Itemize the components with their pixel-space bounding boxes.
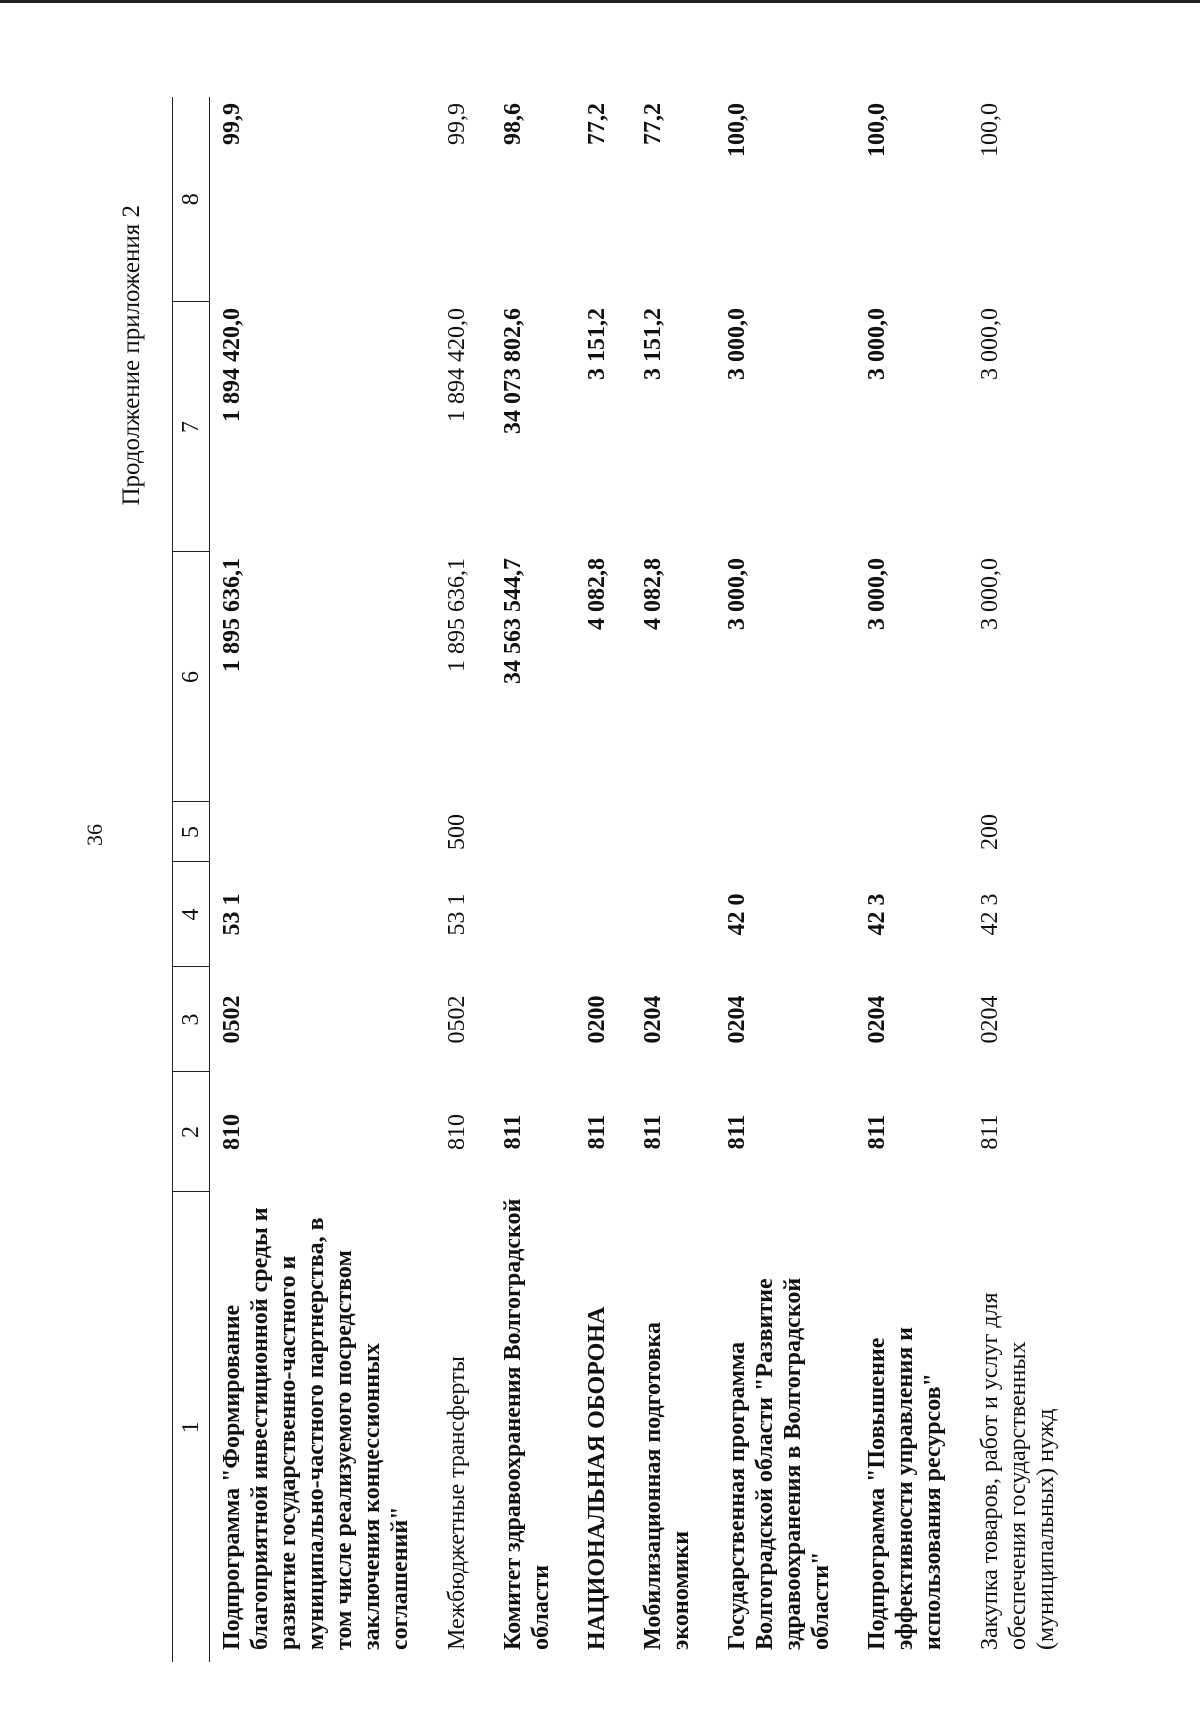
row-percent: 99,9 xyxy=(443,103,470,145)
row-actual-amount: 3 151,2 xyxy=(639,308,666,380)
table-row xyxy=(715,97,855,1662)
row-actual-amount: 1 894 420,0 xyxy=(443,308,470,422)
row-name: Закупка товаров, работ и услуг для обеспечения государственных (муниципальных) нужд xyxy=(976,1292,1059,1650)
row-planned-amount: 1 895 636,1 xyxy=(219,558,245,672)
row-section-code: 0204 xyxy=(976,995,1003,1044)
header-col-8: 8 xyxy=(173,97,210,302)
row-expense-type: 500 xyxy=(443,814,470,850)
row-percent: 100,0 xyxy=(864,103,891,157)
row-name: Подпрограмма "Повышение эффективности управления и использования ресурсов" xyxy=(864,1326,947,1650)
header-col-7: 7 xyxy=(173,302,210,552)
row-percent: 100,0 xyxy=(976,103,1003,157)
table-row xyxy=(435,97,491,1662)
row-name: НАЦИОНАЛЬНАЯ ОБОРОНА xyxy=(583,1306,610,1650)
row-ministry-code: 811 xyxy=(499,1114,526,1150)
row-ministry-code: 810 xyxy=(443,1114,470,1150)
row-percent: 77,2 xyxy=(639,103,666,145)
header-col-3: 3 xyxy=(173,967,210,1072)
row-ministry-code: 810 xyxy=(219,1114,245,1150)
row-expense-type xyxy=(631,802,715,862)
row-program-code: 53 1 xyxy=(443,893,470,936)
row-name: Государственная программа Волгоградской области "Развитие здравоохранения в Волгоградской области" xyxy=(724,1277,835,1650)
row-section-code: 0204 xyxy=(639,995,666,1044)
row-planned-amount: 3 000,0 xyxy=(976,558,1003,630)
row-expense-type xyxy=(210,802,435,862)
row-planned-amount: 1 895 636,1 xyxy=(443,558,470,672)
rotated-page-content xyxy=(115,85,1075,1665)
row-expense-type xyxy=(715,802,855,862)
row-program-code: 42 3 xyxy=(976,893,1003,936)
table-row xyxy=(575,97,631,1662)
row-name: Комитет здравоохранения Волгоградской области xyxy=(499,1198,554,1650)
row-planned-amount: 4 082,8 xyxy=(639,558,666,630)
row-ministry-code: 811 xyxy=(724,1114,751,1150)
row-actual-amount: 1 894 420,0 xyxy=(219,308,245,422)
row-actual-amount: 34 073 802,6 xyxy=(499,308,526,434)
row-percent: 98,6 xyxy=(499,103,526,145)
row-program-code xyxy=(575,862,631,967)
row-program-code: 53 1 xyxy=(219,893,245,936)
header-col-4: 4 xyxy=(173,862,210,967)
row-percent: 99,9 xyxy=(219,103,245,145)
row-actual-amount: 3 000,0 xyxy=(976,308,1003,380)
row-ministry-code: 811 xyxy=(583,1114,610,1150)
table-row xyxy=(631,97,715,1662)
header-col-6: 6 xyxy=(173,552,210,802)
row-expense-type xyxy=(855,802,967,862)
table-row xyxy=(855,97,967,1662)
page-number: 36 xyxy=(82,824,107,846)
row-program-code: 42 3 xyxy=(864,893,891,936)
row-planned-amount: 3 000,0 xyxy=(864,558,891,630)
row-planned-amount: 3 000,0 xyxy=(724,558,751,630)
row-program-code xyxy=(631,862,715,967)
table-row xyxy=(968,97,1062,1662)
row-expense-type xyxy=(575,802,631,862)
row-actual-amount: 3 000,0 xyxy=(724,308,751,380)
header-col-5: 5 xyxy=(173,802,210,862)
header-col-1: 1 xyxy=(173,1192,210,1662)
row-percent: 77,2 xyxy=(583,103,610,145)
row-percent: 100,0 xyxy=(724,103,751,157)
row-program-code: 42 0 xyxy=(724,893,751,936)
appendix-caption: Продолжение приложения 2 xyxy=(118,205,145,506)
table-row xyxy=(210,97,435,1662)
row-actual-amount: 3 000,0 xyxy=(864,308,891,380)
row-section-code: 0204 xyxy=(864,995,891,1044)
row-ministry-code: 811 xyxy=(864,1114,891,1150)
row-ministry-code: 811 xyxy=(976,1114,1003,1150)
row-name: Межбюджетные трансферты xyxy=(443,1356,470,1650)
row-actual-amount: 3 151,2 xyxy=(583,308,610,380)
row-ministry-code: 811 xyxy=(639,1114,666,1150)
row-program-code xyxy=(491,862,575,967)
row-section-code: 0502 xyxy=(443,995,470,1044)
row-section-code: 0204 xyxy=(724,995,751,1044)
row-section-code xyxy=(491,967,575,1072)
row-expense-type xyxy=(491,802,575,862)
row-planned-amount: 4 082,8 xyxy=(583,558,610,630)
row-name: Мобилизационная подготовка экономики xyxy=(639,1322,694,1650)
budget-table xyxy=(172,97,1062,1662)
row-name: Подпрограмма "Формирование благоприятной инвестиционной среды и развитие государственно-частного и муниципально-частного партнерства, в том числе реализуемого посредством заключения концессионных соглашений" xyxy=(219,1207,414,1650)
top-border-line xyxy=(0,0,1200,3)
row-planned-amount: 34 563 544,7 xyxy=(499,558,526,684)
table-header-row xyxy=(173,97,210,1662)
row-expense-type: 200 xyxy=(976,814,1003,850)
row-section-code: 0502 xyxy=(219,995,245,1044)
header-col-2: 2 xyxy=(173,1072,210,1192)
table-row xyxy=(491,97,575,1662)
row-section-code: 0200 xyxy=(583,995,610,1044)
